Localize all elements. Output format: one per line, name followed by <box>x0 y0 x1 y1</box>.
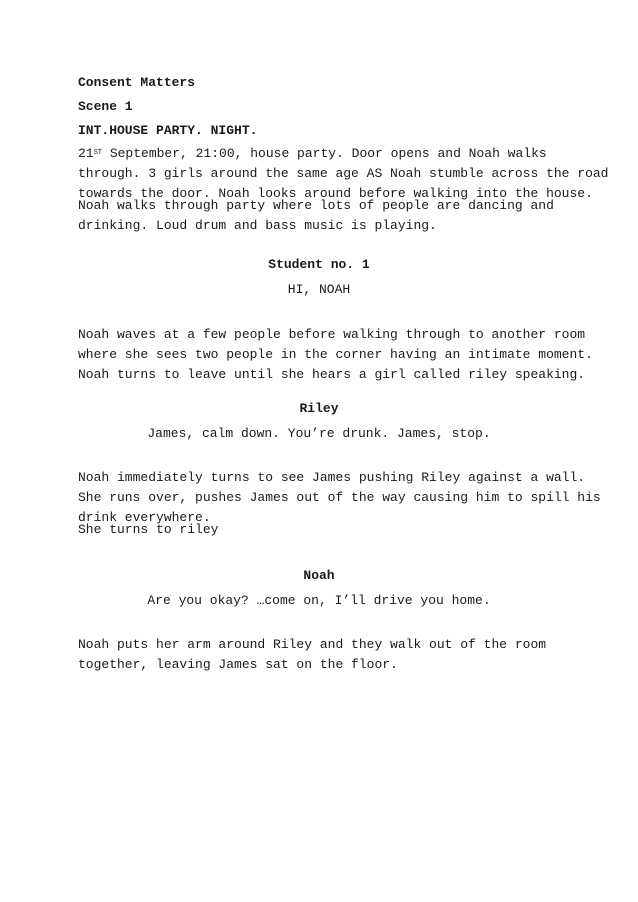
dialogue-line: Are you okay? …come on, I’ll drive you home. <box>147 593 491 608</box>
action-line: Noah walks through party where lots of people are dancing and <box>78 198 554 213</box>
dialogue-line: HI, NOAH <box>287 282 351 297</box>
action-line: She runs over, pushes James out of the way causing him to spill his <box>78 490 601 505</box>
character-name: Noah <box>303 568 335 583</box>
action-paragraph-4 <box>78 468 601 528</box>
action-line: where she sees two people in the corner having an intimate moment. <box>78 347 593 362</box>
action-line: drinking. Loud drum and bass music is playing. <box>78 218 437 233</box>
action-line: Noah waves at a few people before walking through to another room <box>78 327 586 342</box>
date-day: 21 <box>78 146 94 161</box>
action-line: Noah immediately turns to see James pushing Riley against a wall. <box>78 470 586 485</box>
character-name: Riley <box>299 401 339 416</box>
date-ordinal: ST <box>93 149 103 157</box>
action-text: September, 21:00, house party. Door opens and Noah walks <box>102 146 547 161</box>
action-paragraph-3 <box>78 325 593 385</box>
action-line: through. 3 girls around the same age AS Noah stumble across the road <box>78 166 609 181</box>
action-paragraph-2 <box>78 196 568 236</box>
action-line: drink everywhere. <box>78 510 211 525</box>
scene-heading: INT.HOUSE PARTY. NIGHT. <box>78 123 258 138</box>
character-name: Student no. 1 <box>268 257 370 272</box>
action-line <box>78 144 568 164</box>
action-paragraph-1 <box>78 144 609 204</box>
action-paragraph-5: She turns to riley <box>78 522 219 537</box>
action-line: together, leaving James sat on the floor. <box>78 657 398 672</box>
scene-number: Scene 1 <box>78 99 133 114</box>
script-title: Consent Matters <box>78 75 196 90</box>
action-line: Noah turns to leave until she hears a girl called riley speaking. <box>78 367 586 382</box>
dialogue-line: James, calm down. You’re drunk. James, stop. <box>147 426 491 441</box>
action-line: Noah puts her arm around Riley and they walk out of the room <box>78 637 547 652</box>
action-line: towards the door. Noah looks around before walking into the house. <box>78 186 593 201</box>
action-paragraph-6 <box>78 635 568 675</box>
